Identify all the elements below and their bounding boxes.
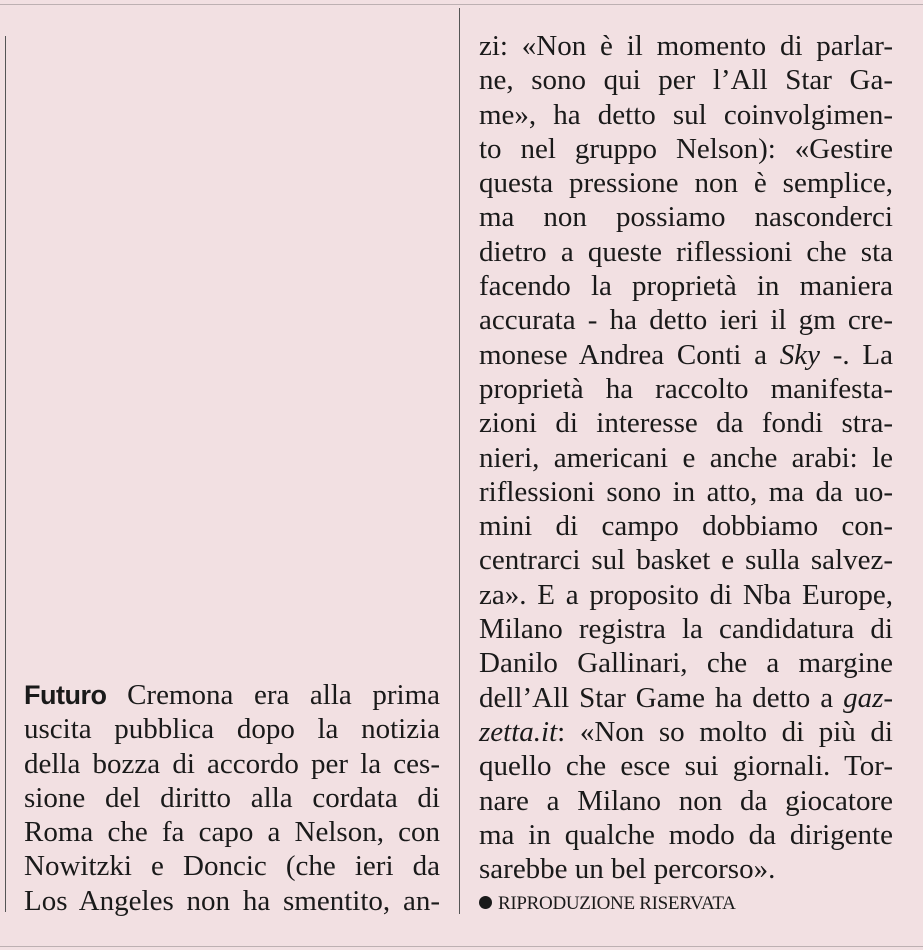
italic-source: gaz- [843,681,894,714]
article-left-column [24,678,440,918]
text-line: nieri, americani e anche arabi: le [479,441,893,474]
bottom-border [0,946,923,947]
text-line: riflessioni sono in atto, ma da uo- [479,475,893,508]
italic-source: zetta.it [479,715,558,748]
text-line: dietro a queste riflessioni che sta [479,235,893,268]
lead-word: Futuro [24,680,107,710]
text-line: Roma che fa capo a Nelson, con [24,816,440,849]
top-border [0,4,923,5]
text-line: della bozza di accordo per la ces- [24,747,440,780]
text-line: Los Angeles non ha smentito, an- [24,884,440,917]
bullet-dot-icon [479,896,492,909]
text-line: Milano registra la candidatura di [479,613,893,646]
text-line: to nel gruppo Nelson): «Gestire [479,132,893,165]
text-line: Nowitzki e Doncic (che ieri da [24,850,440,883]
left-column-rule [5,36,6,912]
text-line: Danilo Gallinari, che a margine [479,647,893,680]
article-right-column [479,29,893,886]
column-divider [459,8,460,914]
copyright-notice [479,893,736,915]
text-line: mini di campo dobbiamo con- [479,510,893,543]
text-line: zioni di interesse da fondi stra- [479,407,893,440]
text-line: uscita pubblica dopo la notizia [24,713,440,746]
text-line: quello che esce sui giornali. Tor- [479,750,893,783]
text-line: ne, sono qui per l’All Star Ga- [479,64,893,97]
text-line: questa pressione non è semplice, [479,167,893,200]
text-line: ma in qualche modo da dirigente [479,818,893,851]
text-line: me», ha detto sul coinvolgimen- [479,98,893,131]
italic-source: Sky [779,338,820,371]
text-line: sarebbe un bel percorso». [479,853,776,886]
text-line: zetta.it: «Non so molto di più di [479,715,893,748]
text-line: facendo la proprietà in maniera [479,270,893,303]
text-line: za». E a proposito di Nba Europe, [479,578,893,611]
copyright-text: RIPRODUZIONE RISERVATA [498,893,736,914]
text-line: sione del diritto alla cordata di [24,781,440,814]
text-line: proprietà ha raccolto manifesta- [479,372,893,405]
text-line: zi: «Non è il momento di parlar- [479,30,893,62]
text-line: centrarci sul basket e sulla salvez- [479,544,893,577]
text-line: monese Andrea Conti a Sky -. La [479,338,893,371]
text-line: ma non possiamo nasconderci [479,201,893,234]
text-line: nare a Milano non da giocatore [479,784,893,817]
text-line: dell’All Star Game ha detto a gaz- [479,681,894,714]
text-line: accurata - ha detto ieri il gm cre- [479,304,893,337]
text-line: Futuro Cremona era alla prima [24,679,440,711]
